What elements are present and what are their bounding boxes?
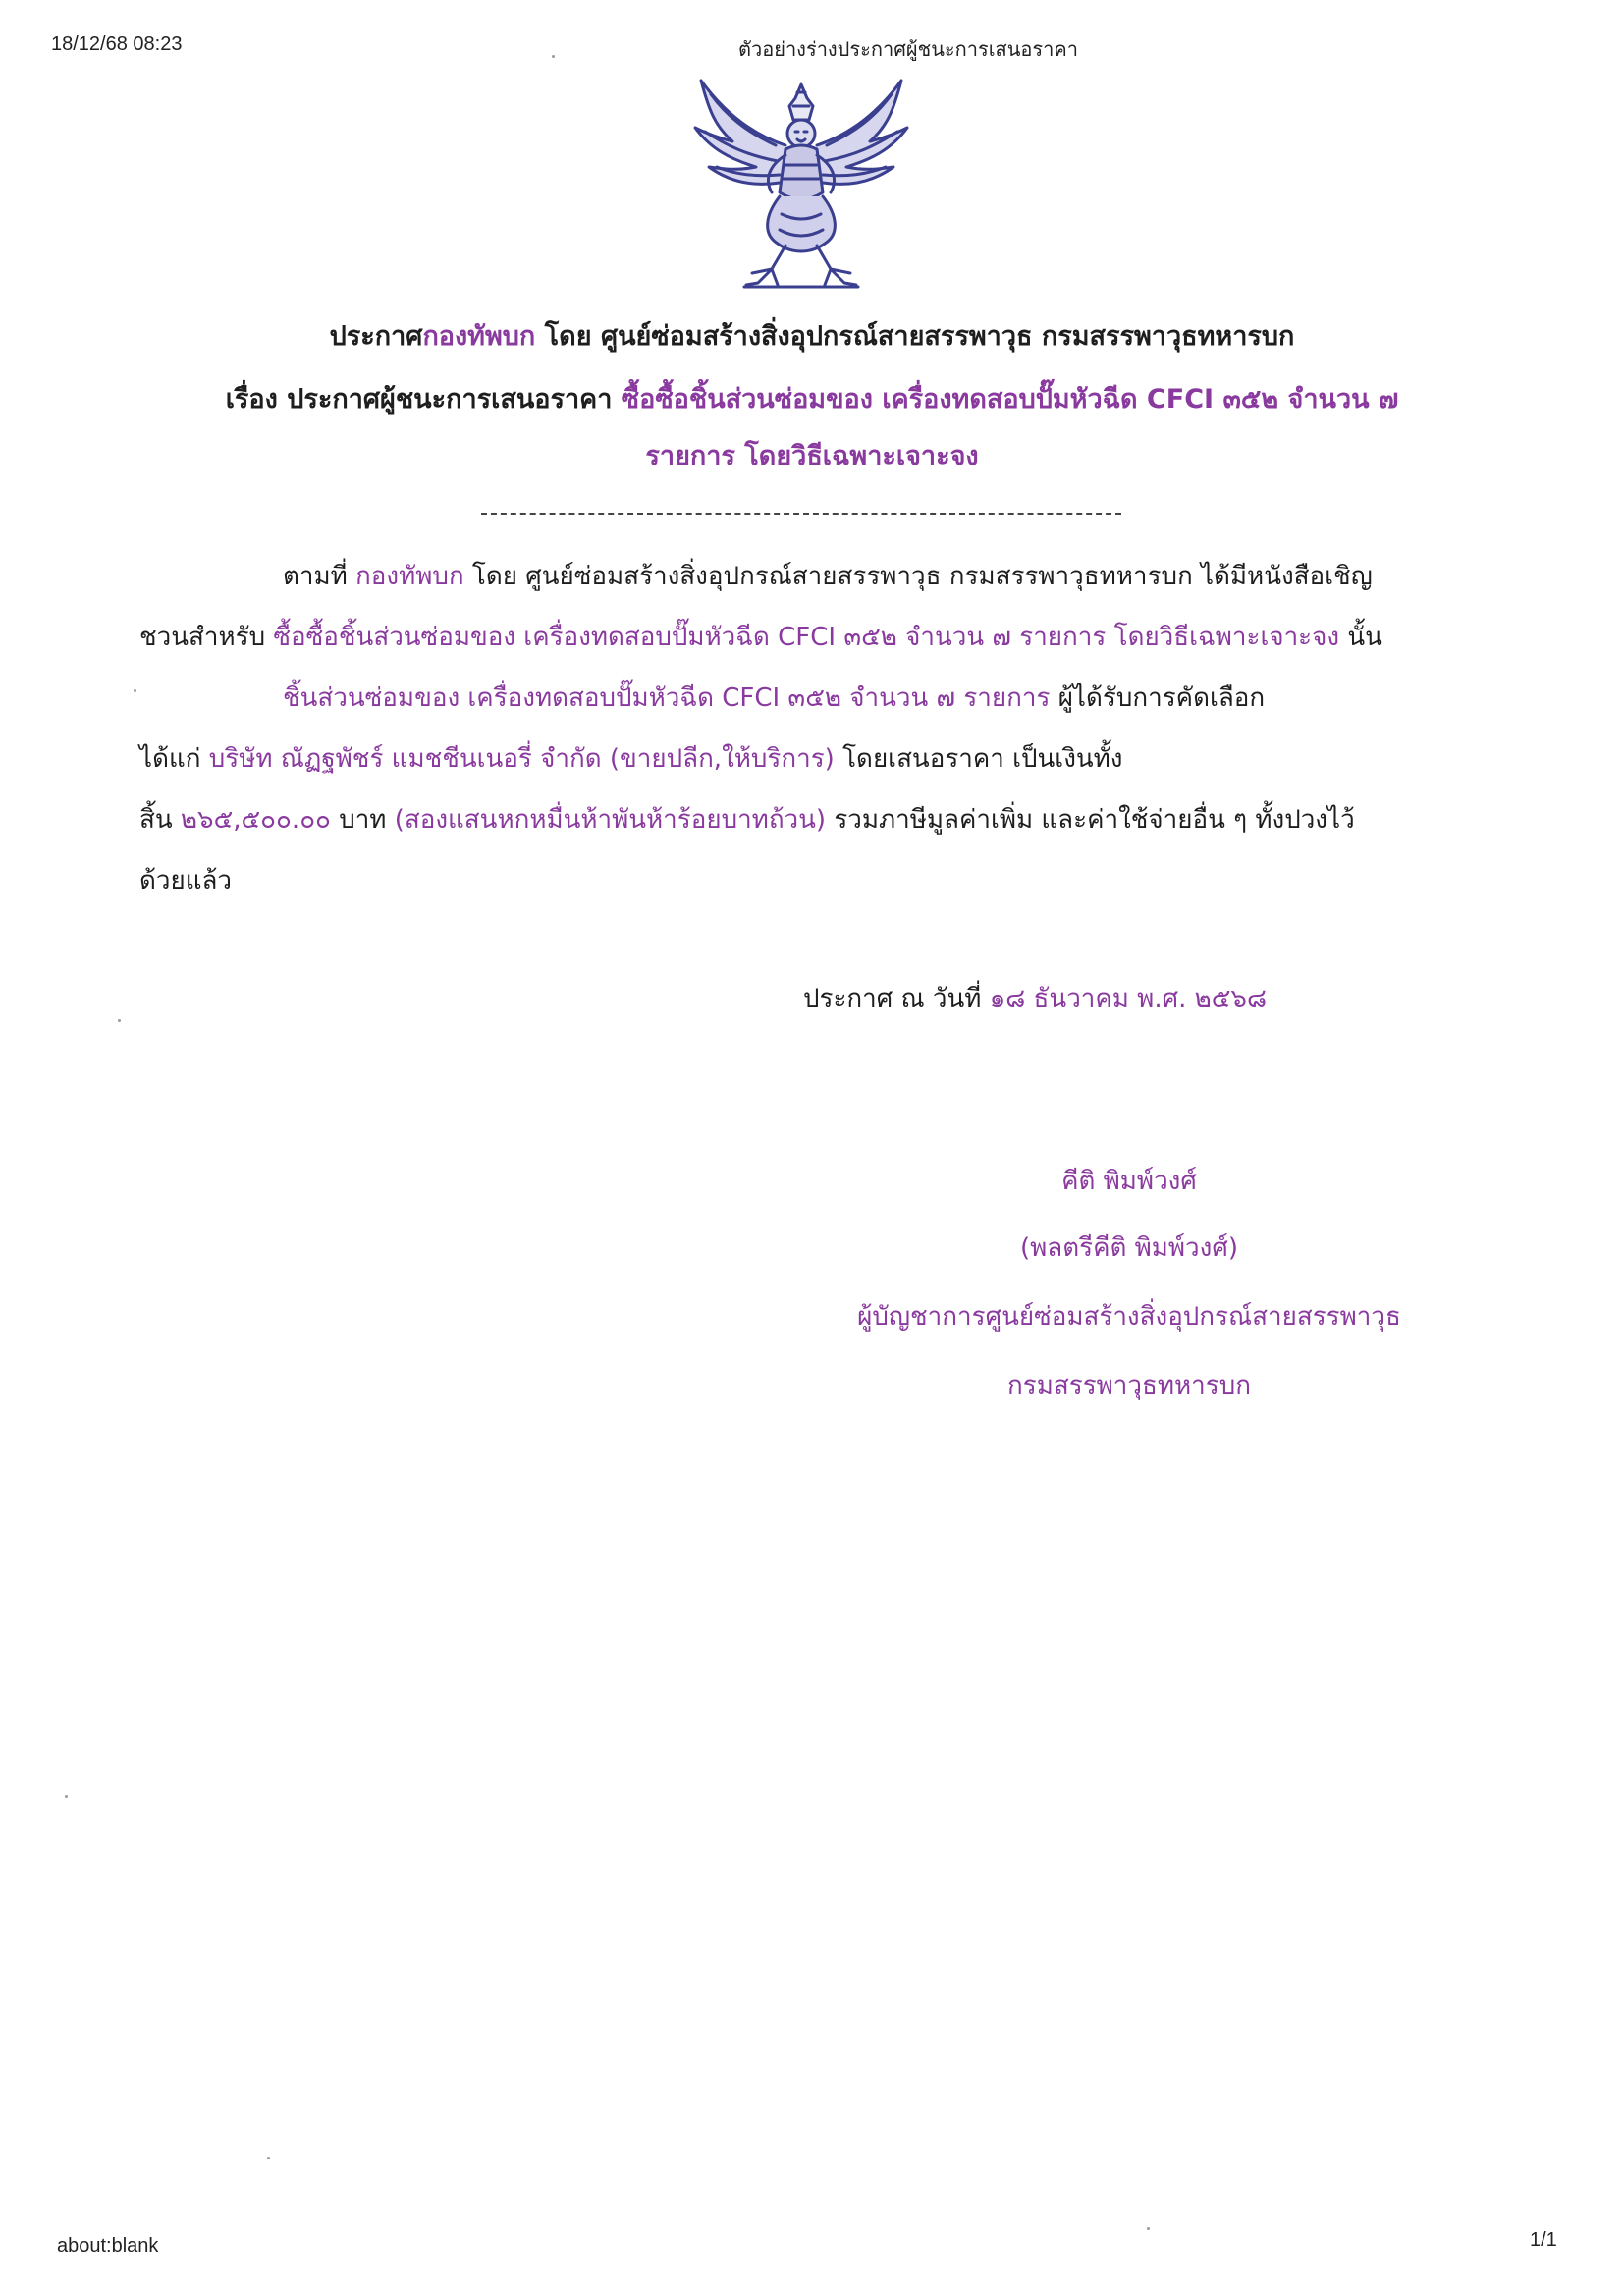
title-agency: กองทัพบก [422, 321, 536, 352]
date-prefix: ประกาศ ณ วันที่ [803, 984, 990, 1013]
body-line-3 [283, 678, 1265, 718]
announcement-date: ๑๘ ธันวาคม พ.ศ. ๒๕๖๘ [989, 984, 1267, 1013]
body-text: ผู้ได้รับการคัดเลือก [1050, 683, 1266, 713]
body-text: ได้แก่ [139, 744, 209, 774]
body-item: ชิ้นส่วนซ่อมของ เครื่องทดสอบปั๊มหัวฉีด CFCI ๓๕๒ จำนวน ๗ รายการ [283, 683, 1051, 713]
body-text: โดยเสนอราคา เป็นเงินทั้ง [834, 744, 1123, 774]
scan-speck [134, 689, 136, 692]
body-line-6: ด้วยแล้ว [139, 866, 233, 896]
body-text: ชวนสำหรับ [139, 623, 274, 652]
body-text: รวมภาษีมูลค่าเพิ่ม และค่าใช้จ่ายอื่น ๆ ทั้งปวงไว้ [826, 805, 1355, 835]
body-line-1 [283, 556, 1373, 596]
body-line-4 [139, 738, 1123, 779]
print-footer-url: about:blank [57, 2235, 159, 2257]
scan-speck [552, 55, 555, 58]
signature-name: คีติ พิมพ์วงศ์ [1061, 1167, 1197, 1196]
body-text: โดย ศูนย์ซ่อมสร้างสิ่งอุปกรณ์สายสรรพาวุธ กรมสรรพาวุธทหารบก ได้มีหนังสือเชิญ [463, 562, 1373, 591]
signature-position: ผู้บัญชาการศูนย์ซ่อมสร้างสิ่งอุปกรณ์สายสรรพาวุธ [857, 1302, 1401, 1332]
body-text: บาท [330, 805, 395, 835]
scan-speck [118, 1019, 121, 1022]
print-datetime: 18/12/68 08:23 [51, 33, 183, 55]
body-amount-words: (สองแสนหกหมื่นห้าพันห้าร้อยบาทถ้วน) [394, 805, 827, 835]
body-line-5 [139, 799, 1355, 840]
announcement-date-line [803, 978, 1267, 1018]
body-vendor: บริษัท ณัฏฐพัชร์ แมชชีนเนอรี่ จำกัด (ขายปลีก,ให้บริการ) [208, 744, 835, 774]
garuda-emblem-icon [687, 77, 915, 295]
body-agency: กองทัพบก [355, 562, 464, 591]
body-line-2 [139, 617, 1382, 657]
title-prefix: ประกาศ [329, 321, 423, 352]
scan-speck [65, 1795, 68, 1798]
body-text: นั้น [1339, 623, 1382, 652]
subject-text: ซื้อซื้อชิ้นส่วนซ่อมของ เครื่องทดสอบปั๊มหัวฉีด CFCI ๓๕๒ จำนวน ๗ [621, 384, 1399, 414]
subject-prefix: เรื่อง ประกาศผู้ชนะการเสนอราคา [225, 384, 622, 414]
body-amount: ๒๖๕,๕๐๐.๐๐ [180, 805, 331, 835]
body-text: ตามที่ [283, 562, 356, 591]
body-subject: ซื้อซื้อชิ้นส่วนซ่อมของ เครื่องทดสอบปั๊มหัวฉีด CFCI ๓๕๒ จำนวน ๗ รายการ โดยวิธีเฉพาะเจาะจง [273, 623, 1340, 652]
title-divider [481, 513, 1121, 515]
print-page-title: ตัวอย่างร่างประกาศผู้ชนะการเสนอราคา [738, 39, 1078, 61]
scan-speck [267, 2157, 270, 2159]
scan-speck [1147, 2227, 1150, 2230]
subject-text-continued: รายการ โดยวิธีเฉพาะเจาะจง [645, 441, 979, 471]
title-department: โดย ศูนย์ซ่อมสร้างสิ่งอุปกรณ์สายสรรพาวุธ กรมสรรพาวุธทหารบก [535, 321, 1295, 352]
announcement-title-line-2 [0, 377, 1624, 419]
body-text: สิ้น [139, 805, 181, 835]
announcement-title-line-1 [0, 314, 1624, 356]
print-footer-page-count: 1/1 [1530, 2229, 1557, 2251]
signature-department: กรมสรรพาวุธทหารบก [1007, 1371, 1251, 1400]
announcement-title-line-3 [0, 434, 1624, 476]
signature-full-name: (พลตรีคีติ พิมพ์วงศ์) [1020, 1233, 1238, 1263]
